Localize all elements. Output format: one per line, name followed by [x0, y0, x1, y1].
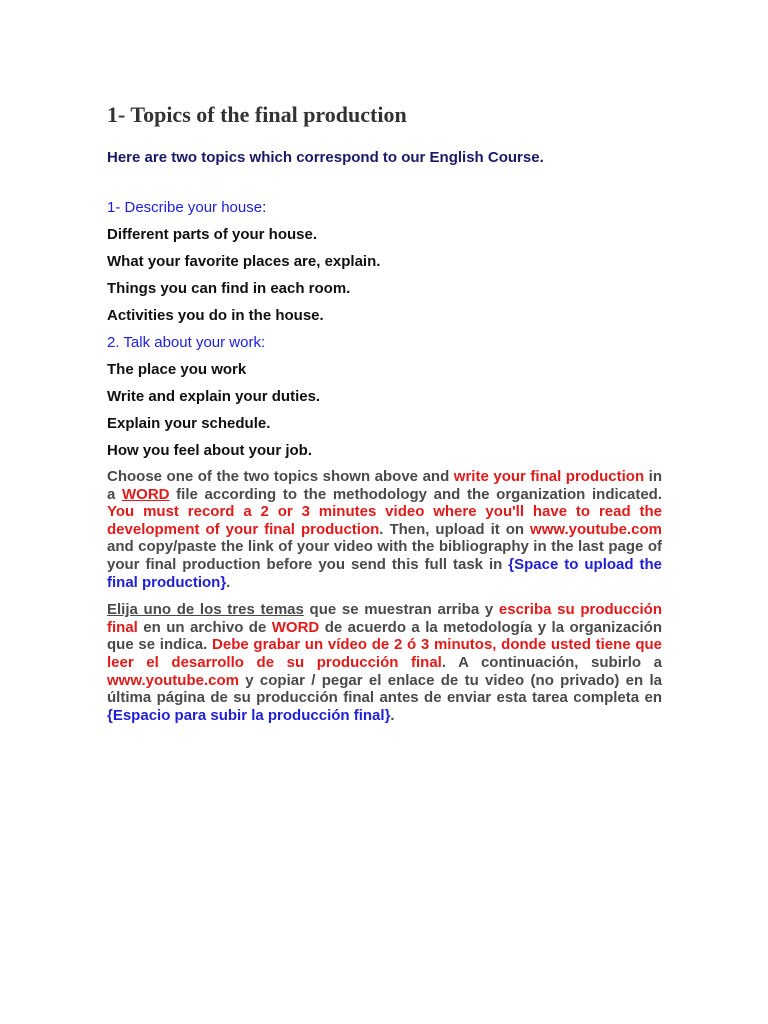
topic-1-title	[107, 198, 662, 217]
topic-1-item: Activities you do in the house.	[107, 307, 324, 324]
topic-1-item: Things you can find in each room.	[107, 280, 351, 297]
text-segment: y copiar / pegar el enlace de tu video (no privado) en la última página de su producción final antes de enviar esta tarea completa en	[107, 671, 662, 707]
upload-space-link[interactable]: {Space to upload the final production}	[107, 555, 662, 591]
topic-2-title: 2. Talk about your work:	[107, 334, 266, 351]
text-segment: . Then, upload it on	[379, 520, 531, 538]
topic-1-title-text: 1- Describe your house	[107, 199, 263, 216]
topic-2-item: Explain your schedule.	[107, 415, 271, 432]
intro-text: Here are two topics which correspond to our English Course.	[107, 149, 544, 166]
text-segment: file according to the methodology and the organization indicated.	[169, 485, 662, 503]
text-segment: que se muestran arriba y	[303, 601, 499, 619]
upload-space-link[interactable]: {Espacio para subir la producción final}	[107, 706, 391, 724]
topic-2-item: Write and explain your duties.	[107, 388, 321, 405]
topic-1-item: Different parts of your house.	[107, 226, 318, 243]
topic-2-item: How you feel about your job.	[107, 442, 313, 459]
text-segment: and copy/paste the link of your video with the bibliography in the last page of your final production before you send this full task in	[107, 538, 662, 573]
youtube-link[interactable]: www.youtube.com	[530, 520, 662, 538]
text-segment: en un archivo de	[137, 618, 272, 636]
highlight-grabar-video: Debe grabar un vídeo de 2 ó 3 minutos, donde usted tiene que leer el desarrollo de su producción final	[107, 636, 662, 671]
topic-1-title-colon: :	[262, 199, 267, 216]
highlight-record-video: You must record a 2 or 3 minutes video where you'll have to read the development of your final production	[107, 503, 662, 538]
text-segment: .	[226, 573, 231, 591]
word-format-label: WORD	[122, 485, 170, 503]
text-segment: in a	[107, 468, 663, 503]
text-segment: Choose one of the two topics shown above and	[107, 468, 454, 485]
text-segment: . A continuación, subirlo a	[441, 653, 662, 671]
word-format-label: WORD	[271, 618, 320, 636]
youtube-link[interactable]: www.youtube.com	[107, 671, 239, 689]
text-segment: .	[390, 706, 395, 724]
topic-1-item: What your favorite places are, explain.	[107, 253, 381, 270]
page-title: 1- Topics of the final production	[107, 102, 407, 127]
topic-2-item: The place you work	[107, 361, 247, 378]
text-segment: de acuerdo a la metodología y la organización que se indica.	[107, 618, 663, 654]
highlight-write-final-production: write your final production	[453, 468, 645, 485]
text-segment: Elija uno de los tres temas	[107, 601, 304, 619]
highlight-escriba-produccion: escriba su producción final	[107, 601, 662, 636]
spanish-instructions	[107, 601, 662, 724]
english-instructions	[107, 468, 662, 591]
